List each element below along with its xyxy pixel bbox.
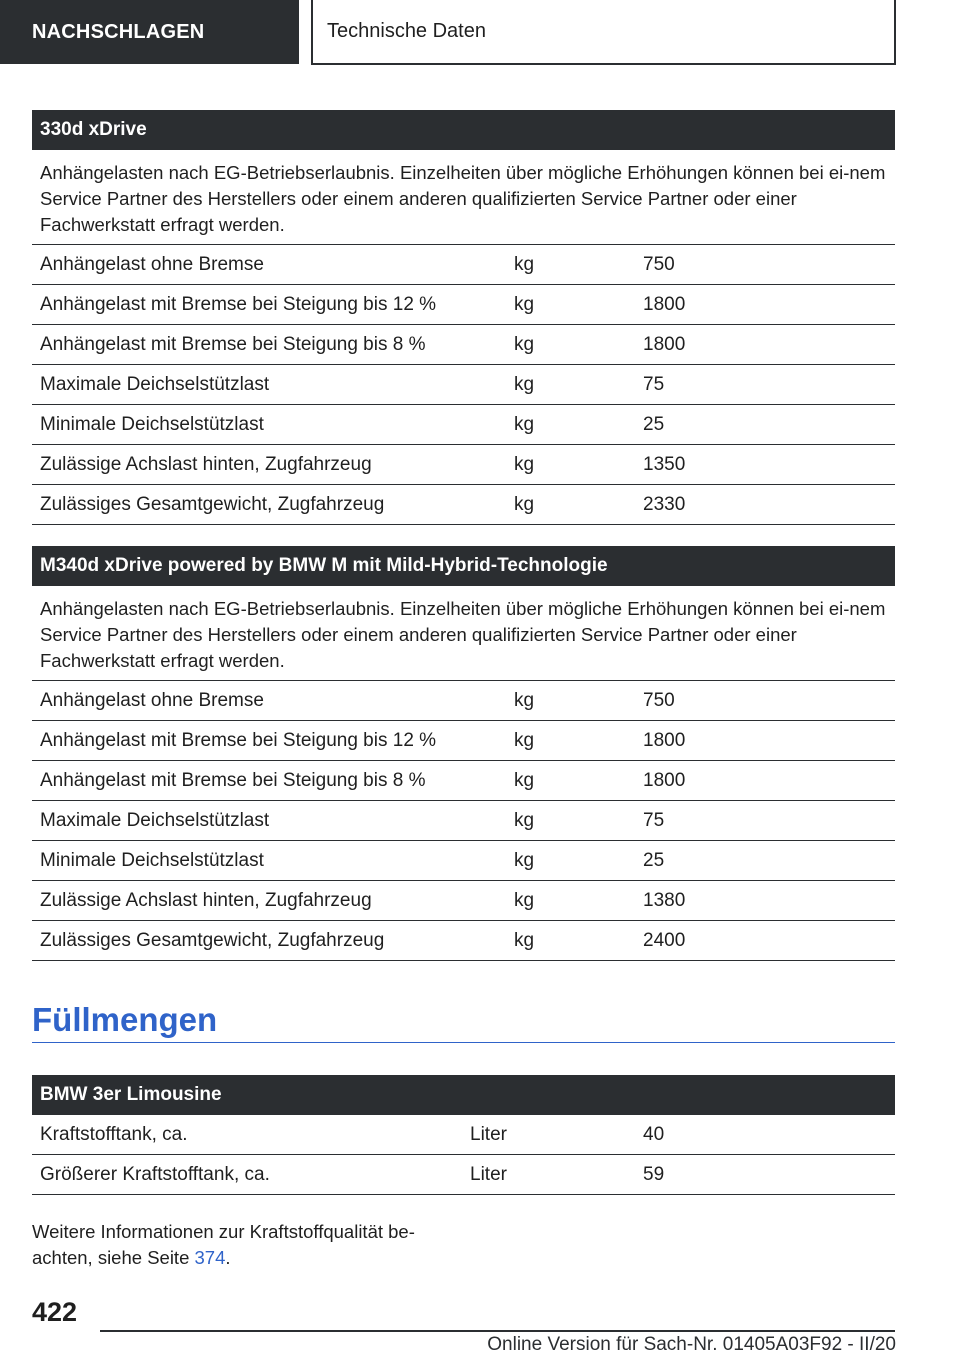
row-unit: kg	[514, 889, 535, 911]
row-value: 2400	[643, 929, 686, 951]
table-row	[32, 365, 895, 405]
row-unit: kg	[514, 769, 535, 791]
info-text: Weitere Informationen zur Kraftstoffqualität be-achten, siehe Seite	[32, 1221, 415, 1268]
row-value: 75	[643, 373, 665, 395]
table-m340d-xdrive	[32, 546, 895, 961]
header-section-label: NACHSCHLAGEN	[0, 0, 299, 64]
row-unit: kg	[514, 849, 535, 871]
header-chapter-title: Technische Daten	[311, 0, 896, 65]
row-unit: kg	[514, 413, 535, 435]
row-unit: kg	[514, 453, 535, 475]
page-number: 422	[32, 1297, 78, 1327]
table-row	[32, 325, 895, 365]
row-label: Zulässige Achslast hinten, Zugfahrzeug	[40, 889, 372, 911]
row-value: 1800	[643, 769, 686, 791]
row-unit: kg	[514, 293, 535, 315]
section-heading: Füllmengen	[32, 1000, 895, 1043]
table-row	[32, 681, 895, 721]
row-unit: kg	[514, 333, 535, 355]
row-value: 25	[643, 849, 665, 871]
footer-text: Online Version für Sach-Nr. 01405A03F92 - II/20	[487, 1334, 896, 1355]
table-row	[32, 405, 895, 445]
table-row	[32, 445, 895, 485]
page-reference-link[interactable]: 374	[194, 1247, 226, 1268]
row-value: 1800	[643, 293, 686, 315]
row-unit: Liter	[470, 1123, 507, 1145]
row-label: Zulässiges Gesamtgewicht, Zugfahrzeug	[40, 929, 385, 951]
table-note: Anhängelasten nach EG-Betriebserlaubnis. Einzelheiten über mögliche Erhöhungen können bei ei-nem Service Partner des Herstellers oder einem anderen qualifizierten Service Partner oder einer Fachwerkstatt erfragt werden.	[32, 150, 895, 245]
row-label: Kraftstofftank, ca.	[40, 1123, 188, 1145]
row-value: 1800	[643, 729, 686, 751]
row-unit: kg	[514, 493, 535, 515]
table-row	[32, 881, 895, 921]
row-label: Minimale Deichselstützlast	[40, 413, 264, 435]
info-suffix: .	[225, 1247, 231, 1268]
table-title: M340d xDrive powered by BMW M mit Mild-Hybrid-Technologie	[32, 546, 895, 586]
row-value: 1800	[643, 333, 686, 355]
row-value: 1380	[643, 889, 686, 911]
row-value: 2330	[643, 493, 686, 515]
row-unit: kg	[514, 253, 535, 275]
row-label: Zulässige Achslast hinten, Zugfahrzeug	[40, 453, 372, 475]
row-value: 59	[643, 1163, 665, 1185]
row-label: Maximale Deichselstützlast	[40, 809, 270, 831]
table-row	[32, 841, 895, 881]
table-title: 330d xDrive	[32, 110, 895, 150]
table-row	[32, 761, 895, 801]
table-row	[32, 285, 895, 325]
row-value: 25	[643, 413, 665, 435]
row-value: 40	[643, 1123, 665, 1145]
row-value: 1350	[643, 453, 686, 475]
row-unit: kg	[514, 729, 535, 751]
row-label: Anhängelast ohne Bremse	[40, 689, 264, 711]
table-row	[32, 1115, 895, 1155]
row-label: Anhängelast mit Bremse bei Steigung bis 12 %	[40, 729, 437, 751]
row-unit: Liter	[470, 1163, 507, 1185]
row-label: Maximale Deichselstützlast	[40, 373, 270, 395]
fuel-quality-info	[32, 1219, 452, 1271]
row-unit: kg	[514, 809, 535, 831]
table-title: BMW 3er Limousine	[32, 1075, 895, 1115]
footer-divider	[100, 1330, 895, 1332]
table-note: Anhängelasten nach EG-Betriebserlaubnis. Einzelheiten über mögliche Erhöhungen können bei ei-nem Service Partner des Herstellers oder einem anderen qualifizierten Service Partner oder einer Fachwerkstatt erfragt werden.	[32, 586, 895, 681]
row-label: Zulässiges Gesamtgewicht, Zugfahrzeug	[40, 493, 385, 515]
table-row	[32, 1155, 895, 1195]
table-row	[32, 245, 895, 285]
table-fuel-capacity	[32, 1075, 895, 1195]
table-row	[32, 485, 895, 525]
row-unit: kg	[514, 373, 535, 395]
row-value: 75	[643, 809, 665, 831]
row-label: Anhängelast mit Bremse bei Steigung bis 8 %	[40, 769, 426, 791]
table-row	[32, 921, 895, 961]
row-value: 750	[643, 253, 675, 275]
row-label: Größerer Kraftstofftank, ca.	[40, 1163, 270, 1185]
row-unit: kg	[514, 689, 535, 711]
row-unit: kg	[514, 929, 535, 951]
table-330d-xdrive	[32, 110, 895, 525]
row-label: Anhängelast mit Bremse bei Steigung bis 8 %	[40, 333, 426, 355]
table-row	[32, 801, 895, 841]
row-label: Anhängelast mit Bremse bei Steigung bis 12 %	[40, 293, 437, 315]
row-label: Minimale Deichselstützlast	[40, 849, 264, 871]
row-value: 750	[643, 689, 675, 711]
row-label: Anhängelast ohne Bremse	[40, 253, 264, 275]
table-row	[32, 721, 895, 761]
